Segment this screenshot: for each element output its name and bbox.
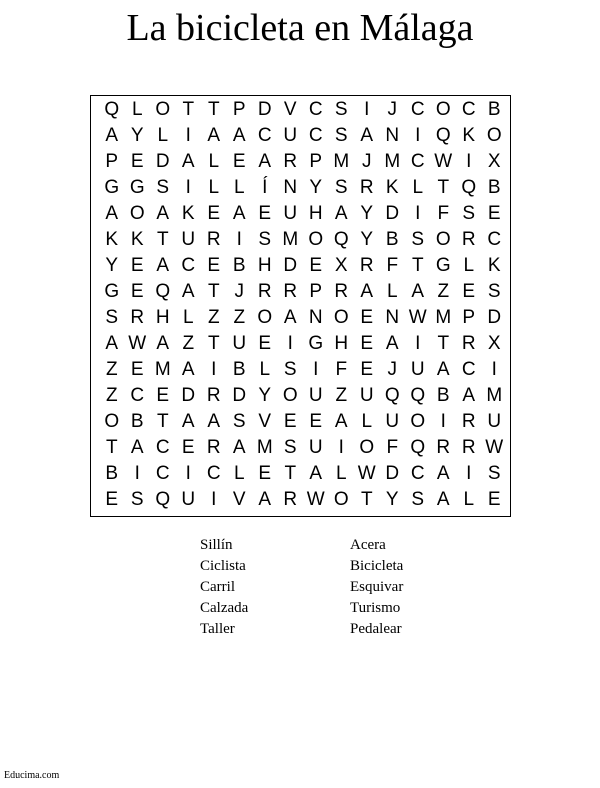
grid-letter: R: [283, 151, 298, 172]
grid-row: [99, 279, 507, 305]
grid-row: [99, 305, 507, 331]
grid-letter: C: [308, 99, 323, 120]
grid-letter: E: [181, 437, 195, 458]
grid-letter: Q: [461, 177, 477, 198]
grid-letter: L: [463, 489, 475, 510]
grid-letter: S: [411, 229, 425, 250]
grid-letter: A: [207, 411, 221, 432]
footer-credit: Educima.com: [4, 770, 60, 781]
grid-letter: D: [283, 255, 298, 276]
grid-letter: M: [154, 359, 171, 380]
grid-letter: A: [105, 333, 119, 354]
grid-letter: R: [461, 411, 476, 432]
grid-letter: Y: [130, 125, 144, 146]
grid-letter: W: [408, 307, 427, 328]
grid-letter: Y: [360, 229, 374, 250]
grid-letter: D: [385, 463, 400, 484]
grid-letter: K: [105, 229, 119, 250]
grid-row: [99, 149, 507, 175]
grid-letter: I: [415, 333, 421, 354]
grid-letter: P: [232, 99, 246, 120]
grid-letter: A: [436, 489, 450, 510]
grid-letter: E: [309, 255, 323, 276]
grid-letter: R: [461, 229, 476, 250]
grid-letter: I: [415, 203, 421, 224]
grid-letter: E: [360, 333, 374, 354]
grid-row: [99, 253, 507, 279]
grid-row: [99, 97, 507, 123]
grid-letter: V: [232, 489, 246, 510]
grid-letter: S: [334, 99, 348, 120]
grid-letter: E: [283, 411, 297, 432]
grid-letter: G: [104, 281, 120, 302]
grid-letter: E: [105, 489, 119, 510]
grid-row: [99, 201, 507, 227]
grid-letter: Z: [437, 281, 450, 302]
grid-letter: L: [157, 125, 169, 146]
word-list-item: Bicicleta: [350, 558, 404, 574]
grid-letter: C: [410, 463, 425, 484]
grid-letter: I: [338, 437, 344, 458]
grid-letter: T: [437, 177, 450, 198]
grid-letter: D: [257, 99, 272, 120]
grid-letter: S: [334, 177, 348, 198]
grid-letter: K: [462, 125, 476, 146]
grid-letter: I: [415, 125, 421, 146]
grid-letter: A: [156, 333, 170, 354]
grid-letter: D: [385, 203, 400, 224]
word-list-item: Ciclista: [200, 558, 246, 574]
word-list-item: Esquivar: [350, 579, 404, 595]
grid-letter: S: [258, 229, 272, 250]
grid-letter: G: [104, 177, 120, 198]
grid-letter: T: [411, 255, 424, 276]
grid-letter: A: [436, 463, 450, 484]
grid-letter: A: [258, 489, 272, 510]
grid-letter: R: [461, 333, 476, 354]
grid-letter: I: [440, 411, 446, 432]
grid-letter: C: [257, 125, 272, 146]
grid-letter: G: [129, 177, 145, 198]
grid-letter: J: [362, 151, 372, 172]
grid-letter: C: [206, 463, 221, 484]
grid-letter: E: [360, 307, 374, 328]
grid-letter: O: [410, 411, 426, 432]
grid-letter: E: [130, 255, 144, 276]
grid-letter: O: [435, 99, 451, 120]
grid-letter: D: [155, 151, 170, 172]
grid-letter: O: [282, 385, 298, 406]
grid-letter: S: [283, 437, 297, 458]
grid-letter: T: [360, 489, 373, 510]
grid-letter: Q: [333, 229, 349, 250]
grid-letter: K: [130, 229, 144, 250]
grid-letter: M: [384, 151, 401, 172]
grid-letter: R: [461, 437, 476, 458]
grid-letter: O: [486, 125, 502, 146]
grid-letter: B: [232, 359, 246, 380]
grid-letter: R: [359, 177, 374, 198]
grid-letter: O: [257, 307, 273, 328]
grid-letter: T: [156, 229, 169, 250]
grid-letter: A: [334, 203, 348, 224]
grid-letter: F: [335, 359, 348, 380]
grid-letter: I: [185, 463, 191, 484]
grid-letter: A: [207, 125, 221, 146]
grid-letter: S: [156, 177, 170, 198]
grid-letter: I: [491, 359, 497, 380]
word-list-item: Taller: [200, 621, 235, 637]
grid-letter: V: [283, 99, 297, 120]
grid-letter: T: [437, 333, 450, 354]
grid-letter: I: [134, 463, 140, 484]
grid-letter: U: [385, 411, 400, 432]
grid-letter: P: [105, 151, 119, 172]
grid-row: [99, 461, 507, 487]
grid-letter: Q: [155, 281, 171, 302]
grid-letter: O: [333, 307, 349, 328]
grid-letter: M: [486, 385, 503, 406]
grid-letter: K: [487, 255, 501, 276]
grid-letter: A: [334, 411, 348, 432]
grid-letter: L: [233, 463, 245, 484]
grid-letter: J: [234, 281, 244, 302]
grid-letter: Y: [309, 177, 323, 198]
grid-letter: Z: [105, 385, 118, 406]
grid-letter: H: [334, 333, 349, 354]
grid-letter: P: [462, 307, 476, 328]
grid-letter: O: [129, 203, 145, 224]
grid-letter: Z: [182, 333, 195, 354]
grid-letter: Y: [258, 385, 272, 406]
grid-letter: L: [335, 463, 347, 484]
grid-letter: A: [156, 203, 170, 224]
grid-letter: S: [334, 125, 348, 146]
grid-letter: S: [487, 281, 501, 302]
grid-row: [99, 487, 507, 513]
grid-letter: O: [435, 229, 451, 250]
grid-letter: I: [185, 125, 191, 146]
grid-letter: Q: [104, 99, 120, 120]
grid-letter: A: [181, 359, 195, 380]
grid-row: [99, 175, 507, 201]
grid-letter: G: [308, 333, 324, 354]
grid-letter: D: [487, 307, 502, 328]
grid-letter: R: [206, 437, 221, 458]
grid-letter: I: [211, 489, 217, 510]
grid-letter: X: [334, 255, 348, 276]
grid-letter: R: [130, 307, 145, 328]
grid-letter: A: [436, 359, 450, 380]
grid-letter: Í: [262, 177, 268, 198]
grid-letter: N: [385, 307, 400, 328]
grid-letter: E: [360, 359, 374, 380]
word-list-left: [200, 535, 248, 640]
grid-letter: N: [283, 177, 298, 198]
grid-letter: M: [435, 307, 452, 328]
grid-letter: J: [387, 99, 397, 120]
word-list-item: Carril: [200, 579, 235, 595]
grid-letter: O: [104, 411, 120, 432]
grid-letter: K: [385, 177, 399, 198]
grid-letter: L: [208, 151, 220, 172]
grid-letter: L: [131, 99, 143, 120]
grid-letter: C: [308, 125, 323, 146]
grid-letter: A: [156, 255, 170, 276]
grid-letter: E: [156, 385, 170, 406]
grid-letter: L: [361, 411, 373, 432]
grid-letter: R: [283, 281, 298, 302]
grid-letter: A: [411, 281, 425, 302]
grid-letter: U: [308, 385, 323, 406]
word-list-item: Pedalear: [350, 621, 402, 637]
grid-letter: L: [386, 281, 398, 302]
grid-letter: A: [309, 463, 323, 484]
grid-letter: O: [359, 437, 375, 458]
grid-letter: C: [461, 99, 476, 120]
grid-letter: A: [283, 307, 297, 328]
grid-row: [99, 435, 507, 461]
grid-letter: U: [283, 125, 298, 146]
grid-letter: M: [333, 151, 350, 172]
grid-letter: S: [283, 359, 297, 380]
grid-row: [99, 227, 507, 253]
grid-letter: O: [308, 229, 324, 250]
grid-letter: B: [487, 177, 501, 198]
grid-letter: L: [182, 307, 194, 328]
grid-letter: E: [258, 333, 272, 354]
grid-letter: K: [181, 203, 195, 224]
grid-letter: Z: [233, 307, 246, 328]
grid-letter: A: [360, 281, 374, 302]
grid-row: [99, 331, 507, 357]
grid-letter: T: [156, 411, 169, 432]
grid-letter: R: [257, 281, 272, 302]
grid-letter: J: [387, 359, 397, 380]
grid-letter: Q: [410, 385, 426, 406]
grid-letter: E: [258, 203, 272, 224]
grid-letter: I: [364, 99, 370, 120]
grid-letter: S: [411, 489, 425, 510]
grid-letter: U: [232, 333, 247, 354]
grid-letter: H: [308, 203, 323, 224]
grid-row: [99, 409, 507, 435]
grid-letter: A: [385, 333, 399, 354]
grid-letter: L: [412, 177, 424, 198]
grid-letter: T: [207, 333, 220, 354]
grid-letter: T: [284, 463, 297, 484]
grid-letter: D: [181, 385, 196, 406]
page-title: La bicicleta en Málaga: [126, 7, 474, 49]
grid-letter: Q: [155, 489, 171, 510]
grid-letter: R: [359, 255, 374, 276]
grid-letter: A: [130, 437, 144, 458]
grid-letter: C: [461, 359, 476, 380]
grid-letter: I: [185, 177, 191, 198]
grid-letter: Y: [360, 203, 374, 224]
grid-letter: M: [282, 229, 299, 250]
grid-letter: C: [130, 385, 145, 406]
grid-letter: Z: [335, 385, 348, 406]
grid-letter: N: [308, 307, 323, 328]
grid-letter: A: [105, 203, 119, 224]
grid-letter: F: [386, 255, 399, 276]
grid-letter: E: [207, 255, 221, 276]
grid-letter: L: [259, 359, 271, 380]
grid-letter: I: [287, 333, 293, 354]
grid-letter: U: [487, 411, 502, 432]
grid-letter: I: [466, 463, 472, 484]
grid-letter: C: [155, 437, 170, 458]
grid-letter: X: [487, 151, 501, 172]
grid-letter: M: [256, 437, 273, 458]
grid-letter: Y: [105, 255, 119, 276]
grid-letter: Q: [435, 125, 451, 146]
grid-letter: F: [386, 437, 399, 458]
grid-letter: P: [309, 281, 323, 302]
word-search-frame: [90, 95, 511, 517]
grid-letter: E: [130, 359, 144, 380]
grid-letter: E: [487, 489, 501, 510]
grid-letter: B: [436, 385, 450, 406]
grid-letter: T: [182, 99, 195, 120]
grid-letter: R: [206, 229, 221, 250]
grid-letter: F: [437, 203, 450, 224]
grid-letter: C: [487, 229, 502, 250]
grid-letter: E: [258, 463, 272, 484]
word-list-item: Turismo: [350, 600, 401, 616]
grid-letter: B: [385, 229, 399, 250]
grid-letter: E: [232, 151, 246, 172]
grid-letter: A: [181, 281, 195, 302]
grid-letter: T: [207, 99, 220, 120]
grid-letter: Z: [207, 307, 220, 328]
grid-letter: W: [434, 151, 453, 172]
word-search-grid: [99, 97, 507, 513]
grid-letter: B: [232, 255, 246, 276]
grid-letter: H: [257, 255, 272, 276]
grid-row: [99, 357, 507, 383]
grid-letter: W: [306, 489, 325, 510]
grid-letter: U: [359, 385, 374, 406]
grid-letter: Q: [384, 385, 400, 406]
grid-letter: T: [207, 281, 220, 302]
grid-letter: D: [232, 385, 247, 406]
grid-letter: O: [333, 489, 349, 510]
grid-letter: S: [232, 411, 246, 432]
grid-letter: V: [258, 411, 272, 432]
grid-letter: X: [487, 333, 501, 354]
grid-letter: B: [105, 463, 119, 484]
grid-letter: E: [309, 411, 323, 432]
grid-row: [99, 123, 507, 149]
grid-letter: A: [462, 385, 476, 406]
grid-letter: U: [181, 229, 196, 250]
grid-letter: E: [462, 281, 476, 302]
grid-letter: N: [385, 125, 400, 146]
grid-letter: I: [211, 359, 217, 380]
word-list-right: [350, 535, 403, 640]
grid-letter: E: [487, 203, 501, 224]
grid-letter: A: [258, 151, 272, 172]
word-list-item: Sillín: [200, 537, 233, 553]
grid-letter: R: [436, 437, 451, 458]
grid-letter: C: [410, 99, 425, 120]
grid-letter: A: [105, 125, 119, 146]
grid-letter: A: [232, 203, 246, 224]
grid-letter: I: [236, 229, 242, 250]
grid-letter: S: [105, 307, 119, 328]
grid-letter: U: [283, 203, 298, 224]
grid-letter: L: [463, 255, 475, 276]
grid-letter: Q: [410, 437, 426, 458]
grid-letter: W: [128, 333, 147, 354]
grid-letter: L: [208, 177, 220, 198]
grid-letter: R: [334, 281, 349, 302]
grid-letter: C: [410, 151, 425, 172]
grid-letter: S: [462, 203, 476, 224]
grid-letter: G: [435, 255, 451, 276]
grid-letter: E: [207, 203, 221, 224]
grid-letter: Y: [385, 489, 399, 510]
grid-letter: R: [283, 489, 298, 510]
grid-letter: C: [181, 255, 196, 276]
word-list-item: Acera: [350, 537, 386, 553]
grid-letter: U: [410, 359, 425, 380]
grid-letter: I: [466, 151, 472, 172]
grid-row: [99, 383, 507, 409]
grid-letter: A: [360, 125, 374, 146]
grid-letter: E: [130, 281, 144, 302]
grid-letter: U: [308, 437, 323, 458]
grid-letter: U: [181, 489, 196, 510]
grid-letter: W: [357, 463, 376, 484]
grid-letter: W: [485, 437, 504, 458]
word-list-item: Calzada: [200, 600, 249, 616]
grid-letter: O: [155, 99, 171, 120]
grid-letter: B: [130, 411, 144, 432]
grid-letter: A: [232, 125, 246, 146]
grid-letter: A: [181, 411, 195, 432]
grid-letter: R: [206, 385, 221, 406]
grid-letter: S: [130, 489, 144, 510]
grid-letter: C: [155, 463, 170, 484]
grid-letter: Z: [105, 359, 118, 380]
grid-letter: A: [232, 437, 246, 458]
grid-letter: A: [181, 151, 195, 172]
grid-letter: S: [487, 463, 501, 484]
grid-letter: H: [155, 307, 170, 328]
grid-letter: P: [309, 151, 323, 172]
grid-letter: I: [313, 359, 319, 380]
grid-letter: E: [130, 151, 144, 172]
grid-letter: B: [487, 99, 501, 120]
grid-letter: L: [233, 177, 245, 198]
grid-letter: T: [105, 437, 118, 458]
